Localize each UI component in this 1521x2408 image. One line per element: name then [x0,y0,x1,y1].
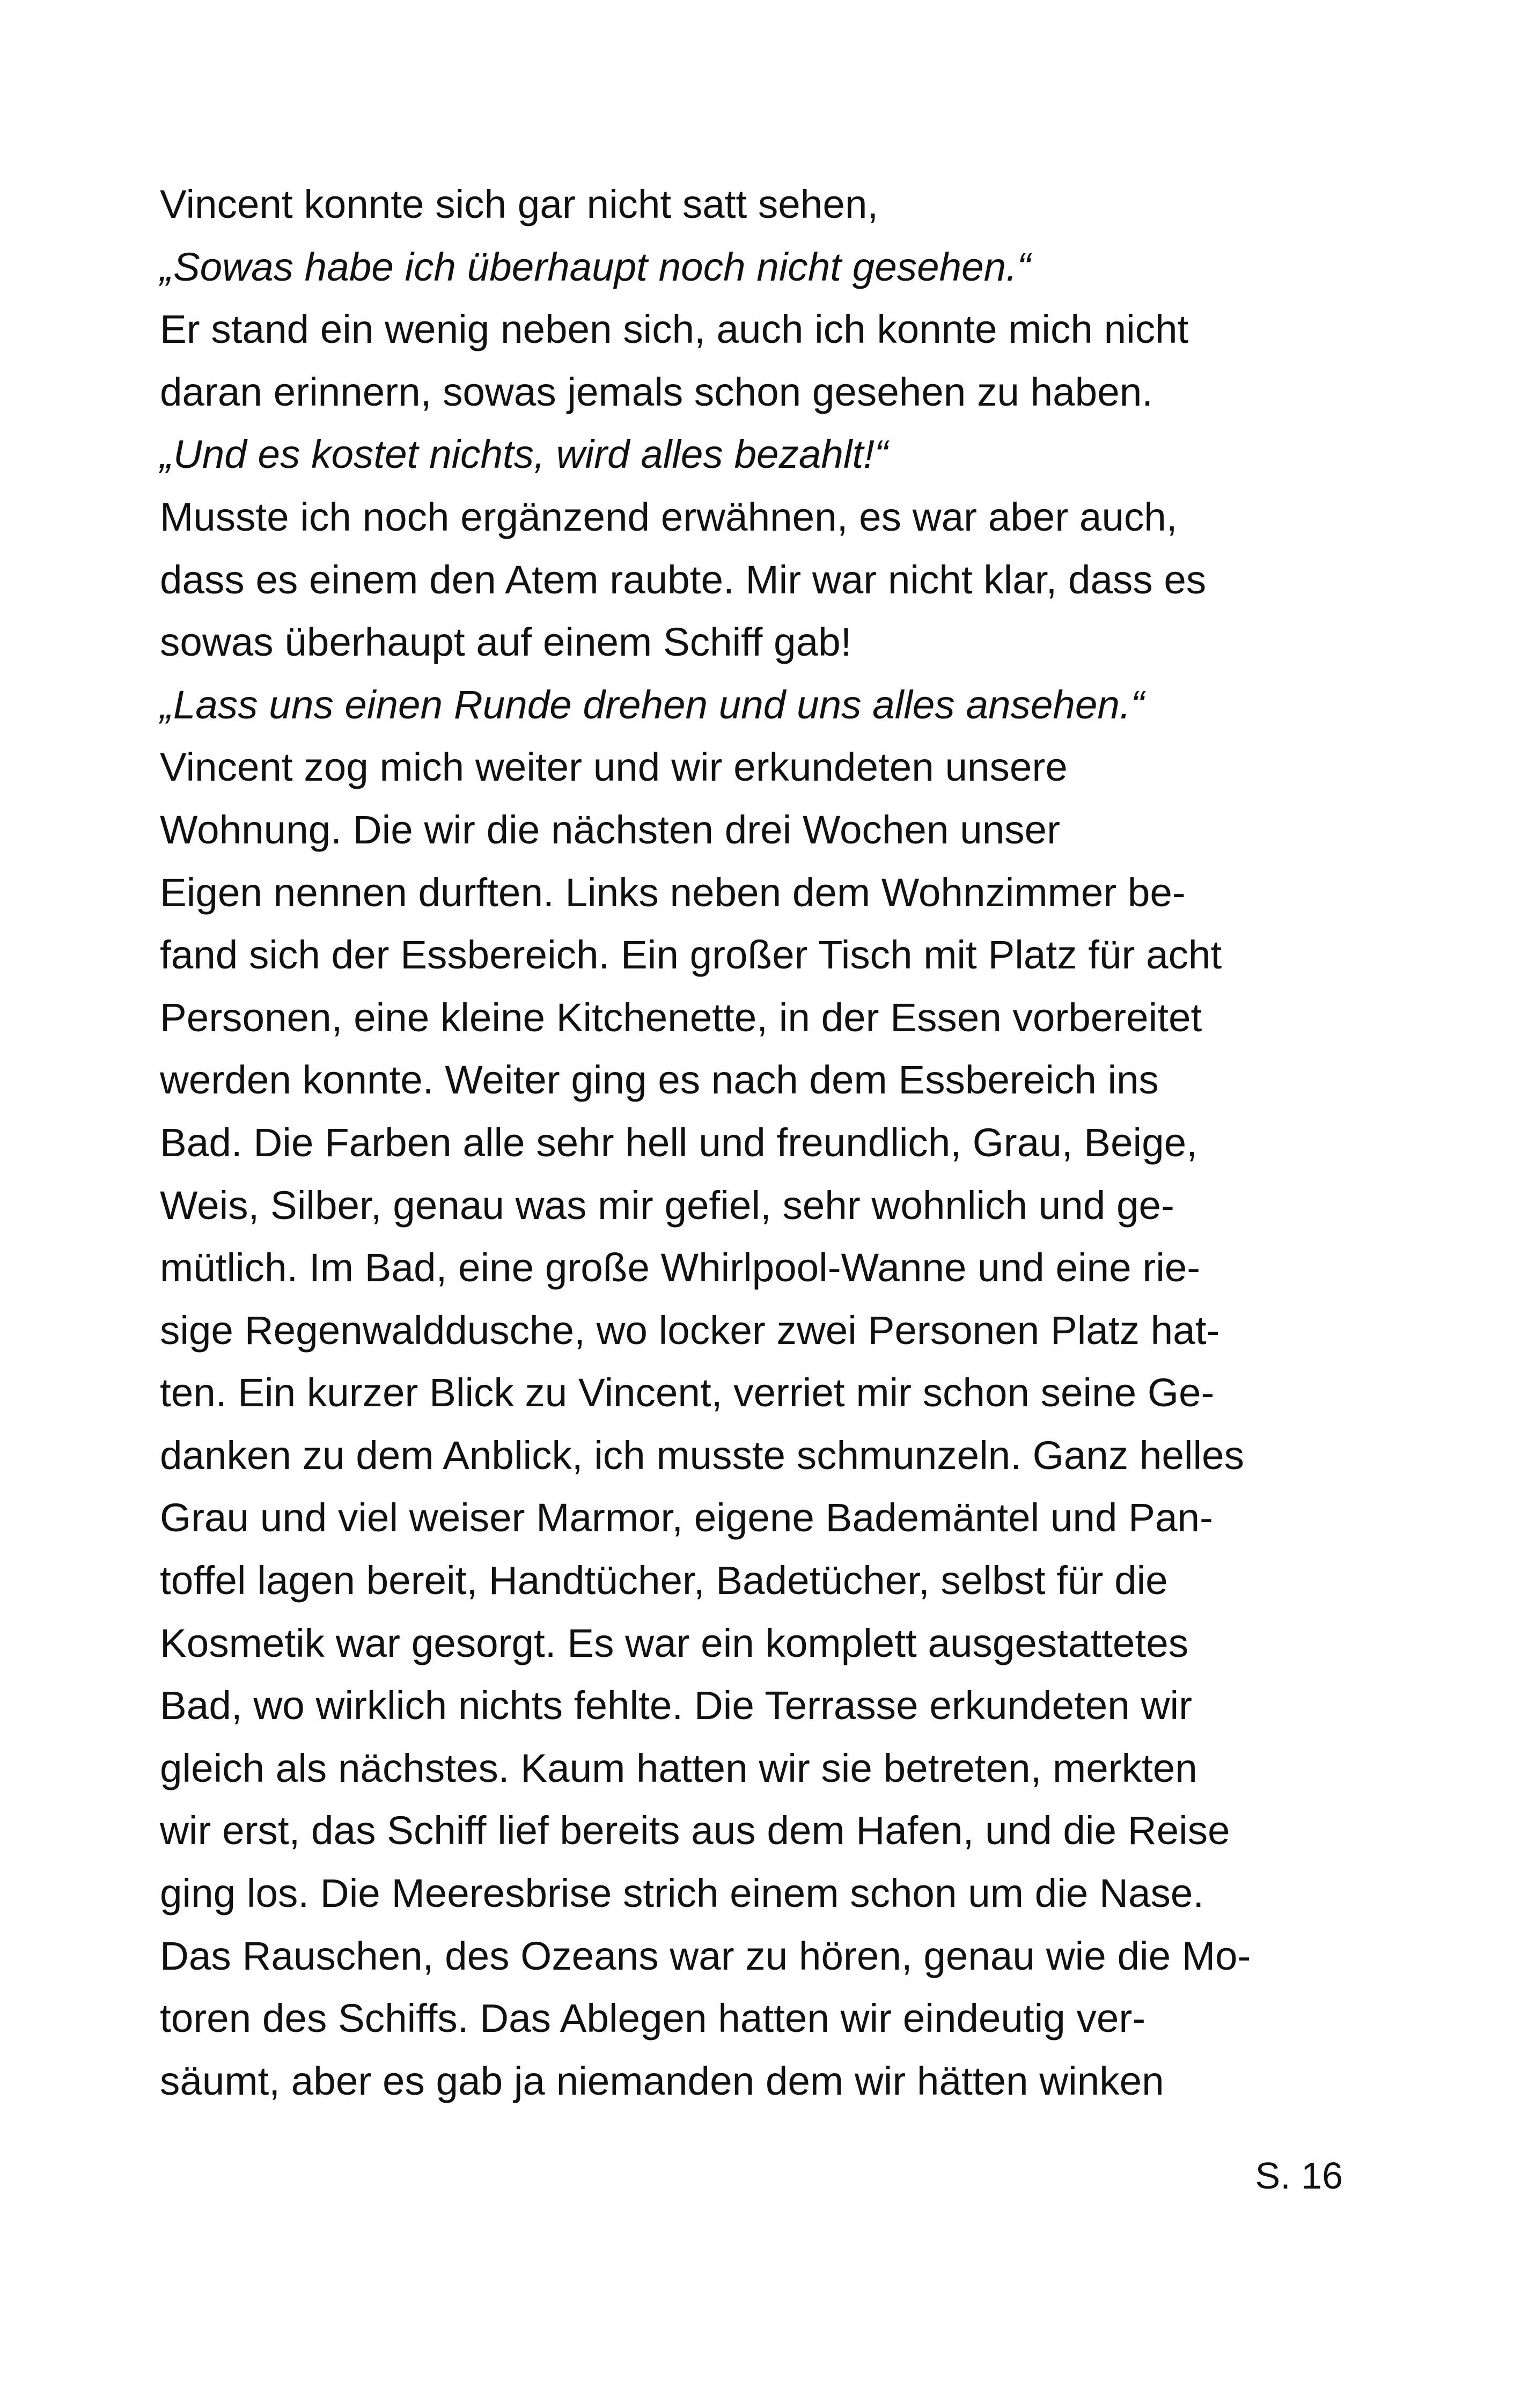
text-line: Grau und viel weiser Marmor, eigene Bademäntel und Pan- [160,1495,1213,1540]
text-line: dass es einem den Atem raubte. Mir war nicht klar, dass es [160,556,1207,602]
text-line: Musste ich noch ergänzend erwähnen, es war aber auch, [160,494,1178,539]
text-line: Das Rauschen, des Ozeans war zu hören, genau wie die Mo- [160,1933,1251,1978]
text-line: säumt, aber es gab ja niemanden dem wir hätten winken [160,2058,1164,2103]
text-line: danken zu dem Anblick, ich musste schmunzeln. Ganz helles [160,1432,1244,1478]
text-line: Bad, wo wirklich nichts fehlte. Die Terrasse erkundeten wir [160,1683,1192,1728]
text-line: Weis, Silber, genau was mir gefiel, sehr wohnlich und ge- [160,1182,1174,1228]
dialogue-line: „Sowas habe ich überhaupt noch nicht gesehen.“ [160,244,1031,289]
text-line: mütlich. Im Bad, eine große Whirlpool-Wanne und eine rie- [160,1245,1201,1290]
text-line: Vincent zog mich weiter und wir erkundeten unsere [160,744,1068,790]
text-line: Er stand ein wenig neben sich, auch ich konnte mich nicht [160,306,1189,352]
dialogue-line: „Lass uns einen Runde drehen und uns alles ansehen.“ [160,681,1144,727]
text-line: Personen, eine kleine Kitchenette, in der Essen vorbereitet [160,994,1202,1040]
text-line: ten. Ein kurzer Blick zu Vincent, verriet mir schon seine Ge- [160,1370,1215,1415]
text-line: daran erinnern, sowas jemals schon gesehen zu haben. [160,369,1153,414]
text-line: gleich als nächstes. Kaum hatten wir sie betreten, merkten [160,1745,1197,1790]
text-line: werden konnte. Weiter ging es nach dem Essbereich ins [160,1057,1159,1103]
text-line: wir erst, das Schiff lief bereits aus dem Hafen, und die Reise [160,1808,1230,1853]
dialogue-line: „Und es kostet nichts, wird alles bezahlt!“ [160,431,888,477]
text-line: sowas überhaupt auf einem Schiff gab! [160,619,852,665]
text-line: toren des Schiffs. Das Ablegen hatten wir eindeutig ver- [160,1995,1146,2041]
text-line: Wohnung. Die wir die nächsten drei Wochen unser [160,806,1060,852]
text-line: fand sich der Essbereich. Ein großer Tisch mit Platz für acht [160,932,1222,978]
page-number: S. 16 [1255,2155,1343,2197]
text-line: Vincent konnte sich gar nicht satt sehen, [160,181,879,226]
body-text [160,173,1383,2112]
text-line: Eigen nennen durften. Links neben dem Wohnzimmer be- [160,869,1186,915]
text-line: ging los. Die Meeresbrise strich einem schon um die Nase. [160,1870,1204,1916]
text-line: toffel lagen bereit, Handtücher, Badetücher, selbst für die [160,1558,1168,1603]
text-line: Bad. Die Farben alle sehr hell und freundlich, Grau, Beige, [160,1119,1197,1165]
text-line: Kosmetik war gesorgt. Es war ein komplett ausgestattetes [160,1620,1189,1665]
text-line: sige Regenwalddusche, wo locker zwei Personen Platz hat- [160,1307,1220,1353]
